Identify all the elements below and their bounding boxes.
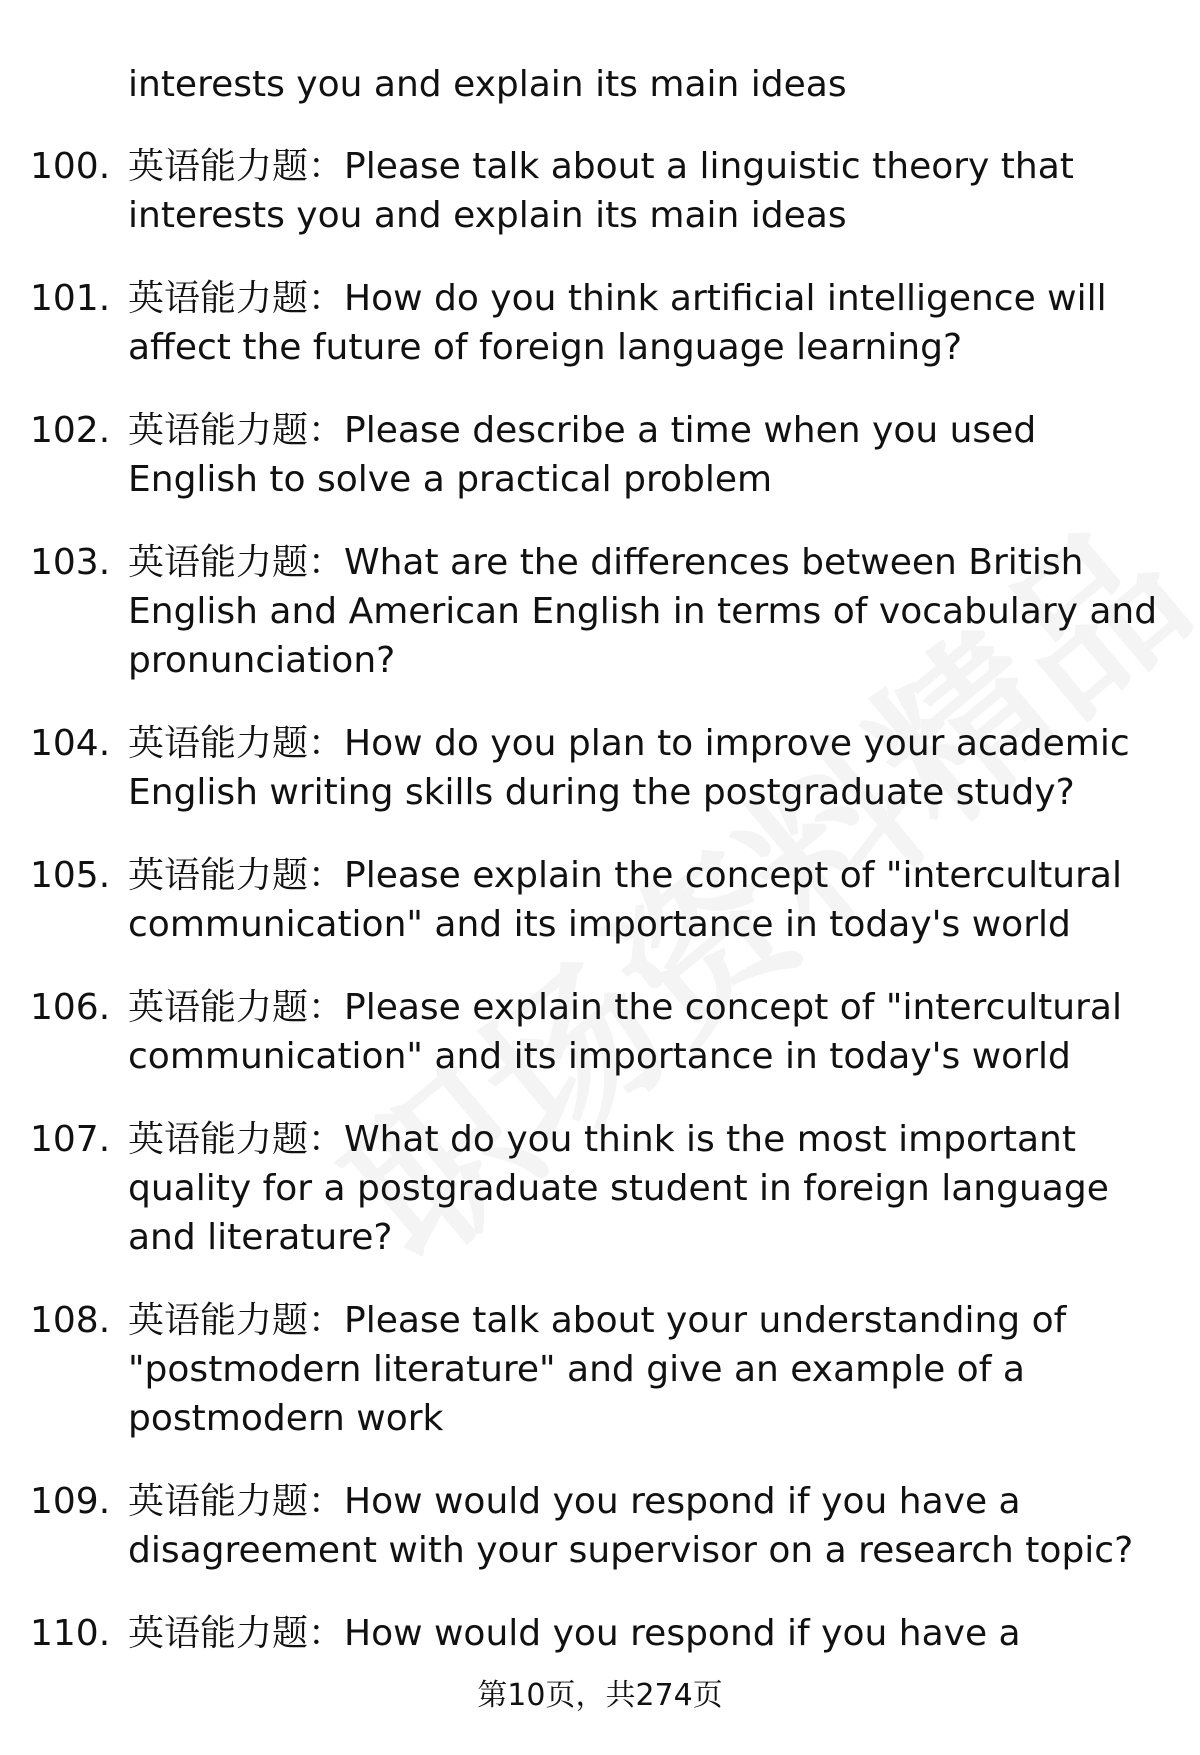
question-text: 英语能力题：Please explain the concept of "intercultural communication" and its importance in today's world bbox=[128, 855, 1122, 945]
question-text: 英语能力题：What do you think is the most important quality for a postgraduate student in foreign language and literature? bbox=[128, 1119, 1109, 1258]
question-text: 英语能力题：What are the differences between British English and American English in terms of vocabulary and pronunciation? bbox=[128, 542, 1158, 681]
question-text: 英语能力题：Please talk about your understanding of "postmodern literature" and give an example of a postmodern work bbox=[128, 1300, 1067, 1439]
question-number: 104. bbox=[30, 723, 111, 764]
question-item bbox=[30, 406, 1170, 504]
question-list bbox=[30, 142, 1170, 1692]
question-number: 110. bbox=[30, 1613, 111, 1654]
question-item bbox=[30, 538, 1170, 685]
continued-question-text: interests you and explain its main ideas bbox=[128, 64, 847, 105]
question-number: 105. bbox=[30, 855, 111, 896]
question-item bbox=[30, 1115, 1170, 1262]
page-footer: 第10页，共274页 bbox=[477, 1678, 723, 1713]
question-item bbox=[30, 1609, 1170, 1658]
question-item bbox=[30, 274, 1170, 372]
question-text: 英语能力题：How would you respond if you have a disagreement with your supervisor on a research topic? bbox=[128, 1481, 1134, 1571]
question-number: 102. bbox=[30, 410, 111, 451]
question-number: 103. bbox=[30, 542, 111, 583]
question-number: 101. bbox=[30, 278, 111, 319]
question-number: 107. bbox=[30, 1119, 111, 1160]
question-item bbox=[30, 983, 1170, 1081]
question-text: 英语能力题：Please describe a time when you used English to solve a practical problem bbox=[128, 410, 1037, 500]
question-item bbox=[30, 142, 1170, 240]
question-text: 英语能力题：How would you respond if you have a bbox=[128, 1613, 1021, 1654]
question-text: 英语能力题：Please talk about a linguistic theory that interests you and explain its main ideas bbox=[128, 146, 1074, 236]
question-number: 100. bbox=[30, 146, 111, 187]
question-text: 英语能力题：How do you plan to improve your academic English writing skills during the postgraduate study? bbox=[128, 723, 1130, 813]
question-number: 106. bbox=[30, 987, 111, 1028]
question-item bbox=[30, 719, 1170, 817]
question-text: 英语能力题：Please explain the concept of "intercultural communication" and its importance in today's world bbox=[128, 987, 1122, 1077]
question-item bbox=[30, 1296, 1170, 1443]
question-text: 英语能力题：How do you think artificial intelligence will affect the future of foreign language learning? bbox=[128, 278, 1107, 368]
question-number: 108. bbox=[30, 1300, 111, 1341]
question-item bbox=[30, 851, 1170, 949]
question-number: 109. bbox=[30, 1481, 111, 1522]
question-item bbox=[30, 1477, 1170, 1575]
